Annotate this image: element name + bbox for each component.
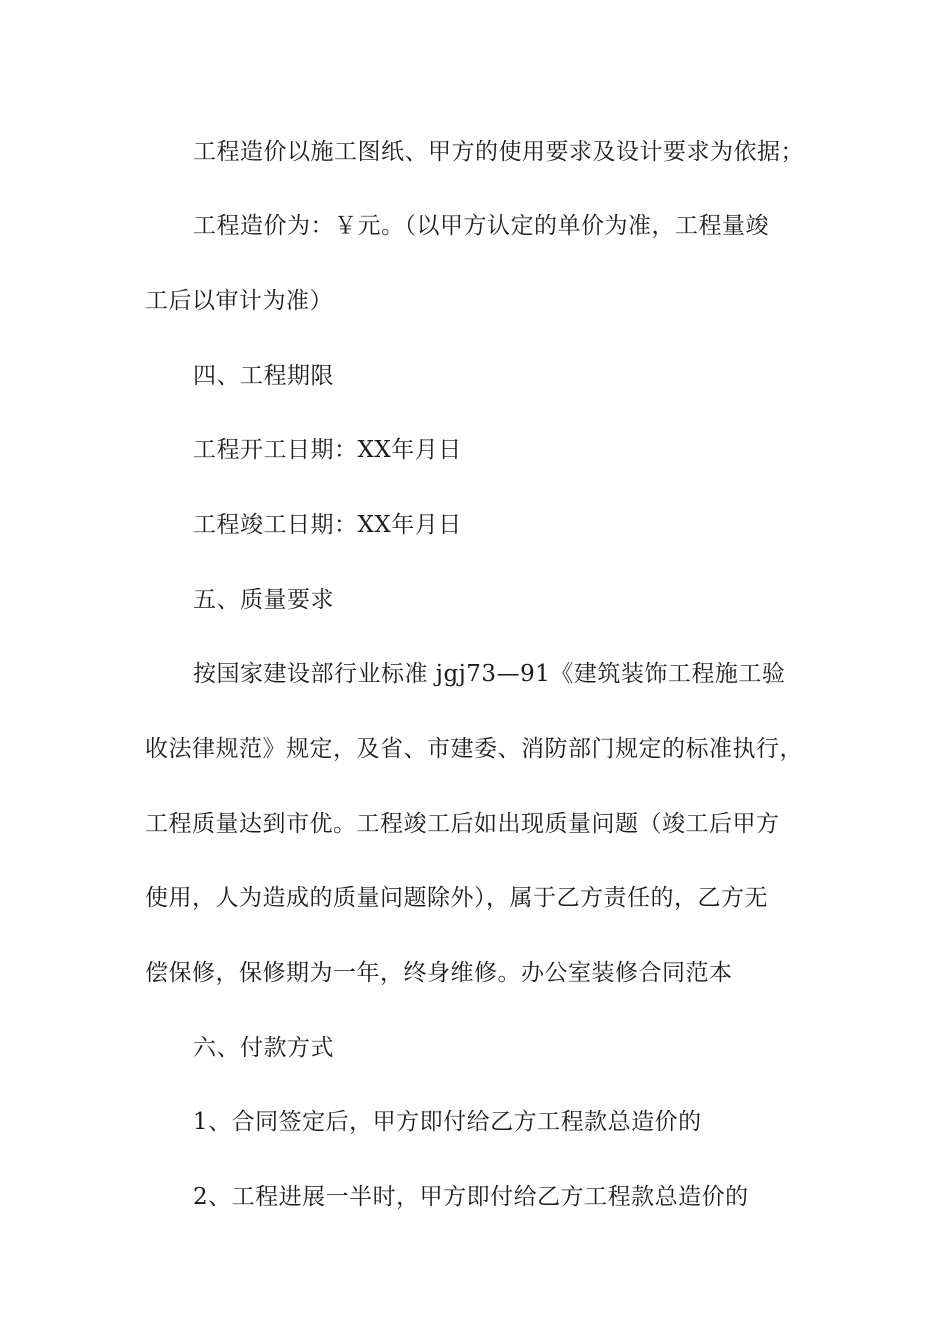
paragraph-quality-standard-cont-2: 工程质量达到市优。工程竣工后如出现质量问题（竣工后甲方 [145,811,780,837]
paragraph-cost-amount-cont: 工后以审计为准） [145,288,333,314]
paragraph-quality-standard-cont-1: 收法律规范》规定，及省、市建委、消防部门规定的标准执行， [145,736,803,762]
list-item-payment-2: 2、工程进展一半时，甲方即付给乙方工程款总造价的 [193,1184,749,1210]
paragraph-quality-standard-cont-4: 偿保修，保修期为一年，终身维修。办公室装修合同范本 [145,960,733,986]
paragraph-cost-amount: 工程造价为：￥元。（以甲方认定的单价为准，工程量竣 [193,213,769,239]
list-item-payment-1: 1、合同签定后，甲方即付给乙方工程款总造价的 [193,1109,702,1135]
paragraph-quality-standard: 按国家建设部行业标准 jgj73—91《建筑装饰工程施工验 [193,661,786,687]
paragraph-cost-basis: 工程造价以施工图纸、甲方的使用要求及设计要求为依据； [193,139,804,165]
paragraph-start-date: 工程开工日期：XX年月日 [193,437,462,463]
section-heading-payment: 六、付款方式 [193,1035,334,1061]
paragraph-completion-date: 工程竣工日期：XX年月日 [193,512,462,538]
section-heading-schedule: 四、工程期限 [193,363,334,389]
section-heading-quality: 五、质量要求 [193,587,334,613]
paragraph-quality-standard-cont-3: 使用，人为造成的质量问题除外），属于乙方责任的，乙方无 [145,885,768,911]
